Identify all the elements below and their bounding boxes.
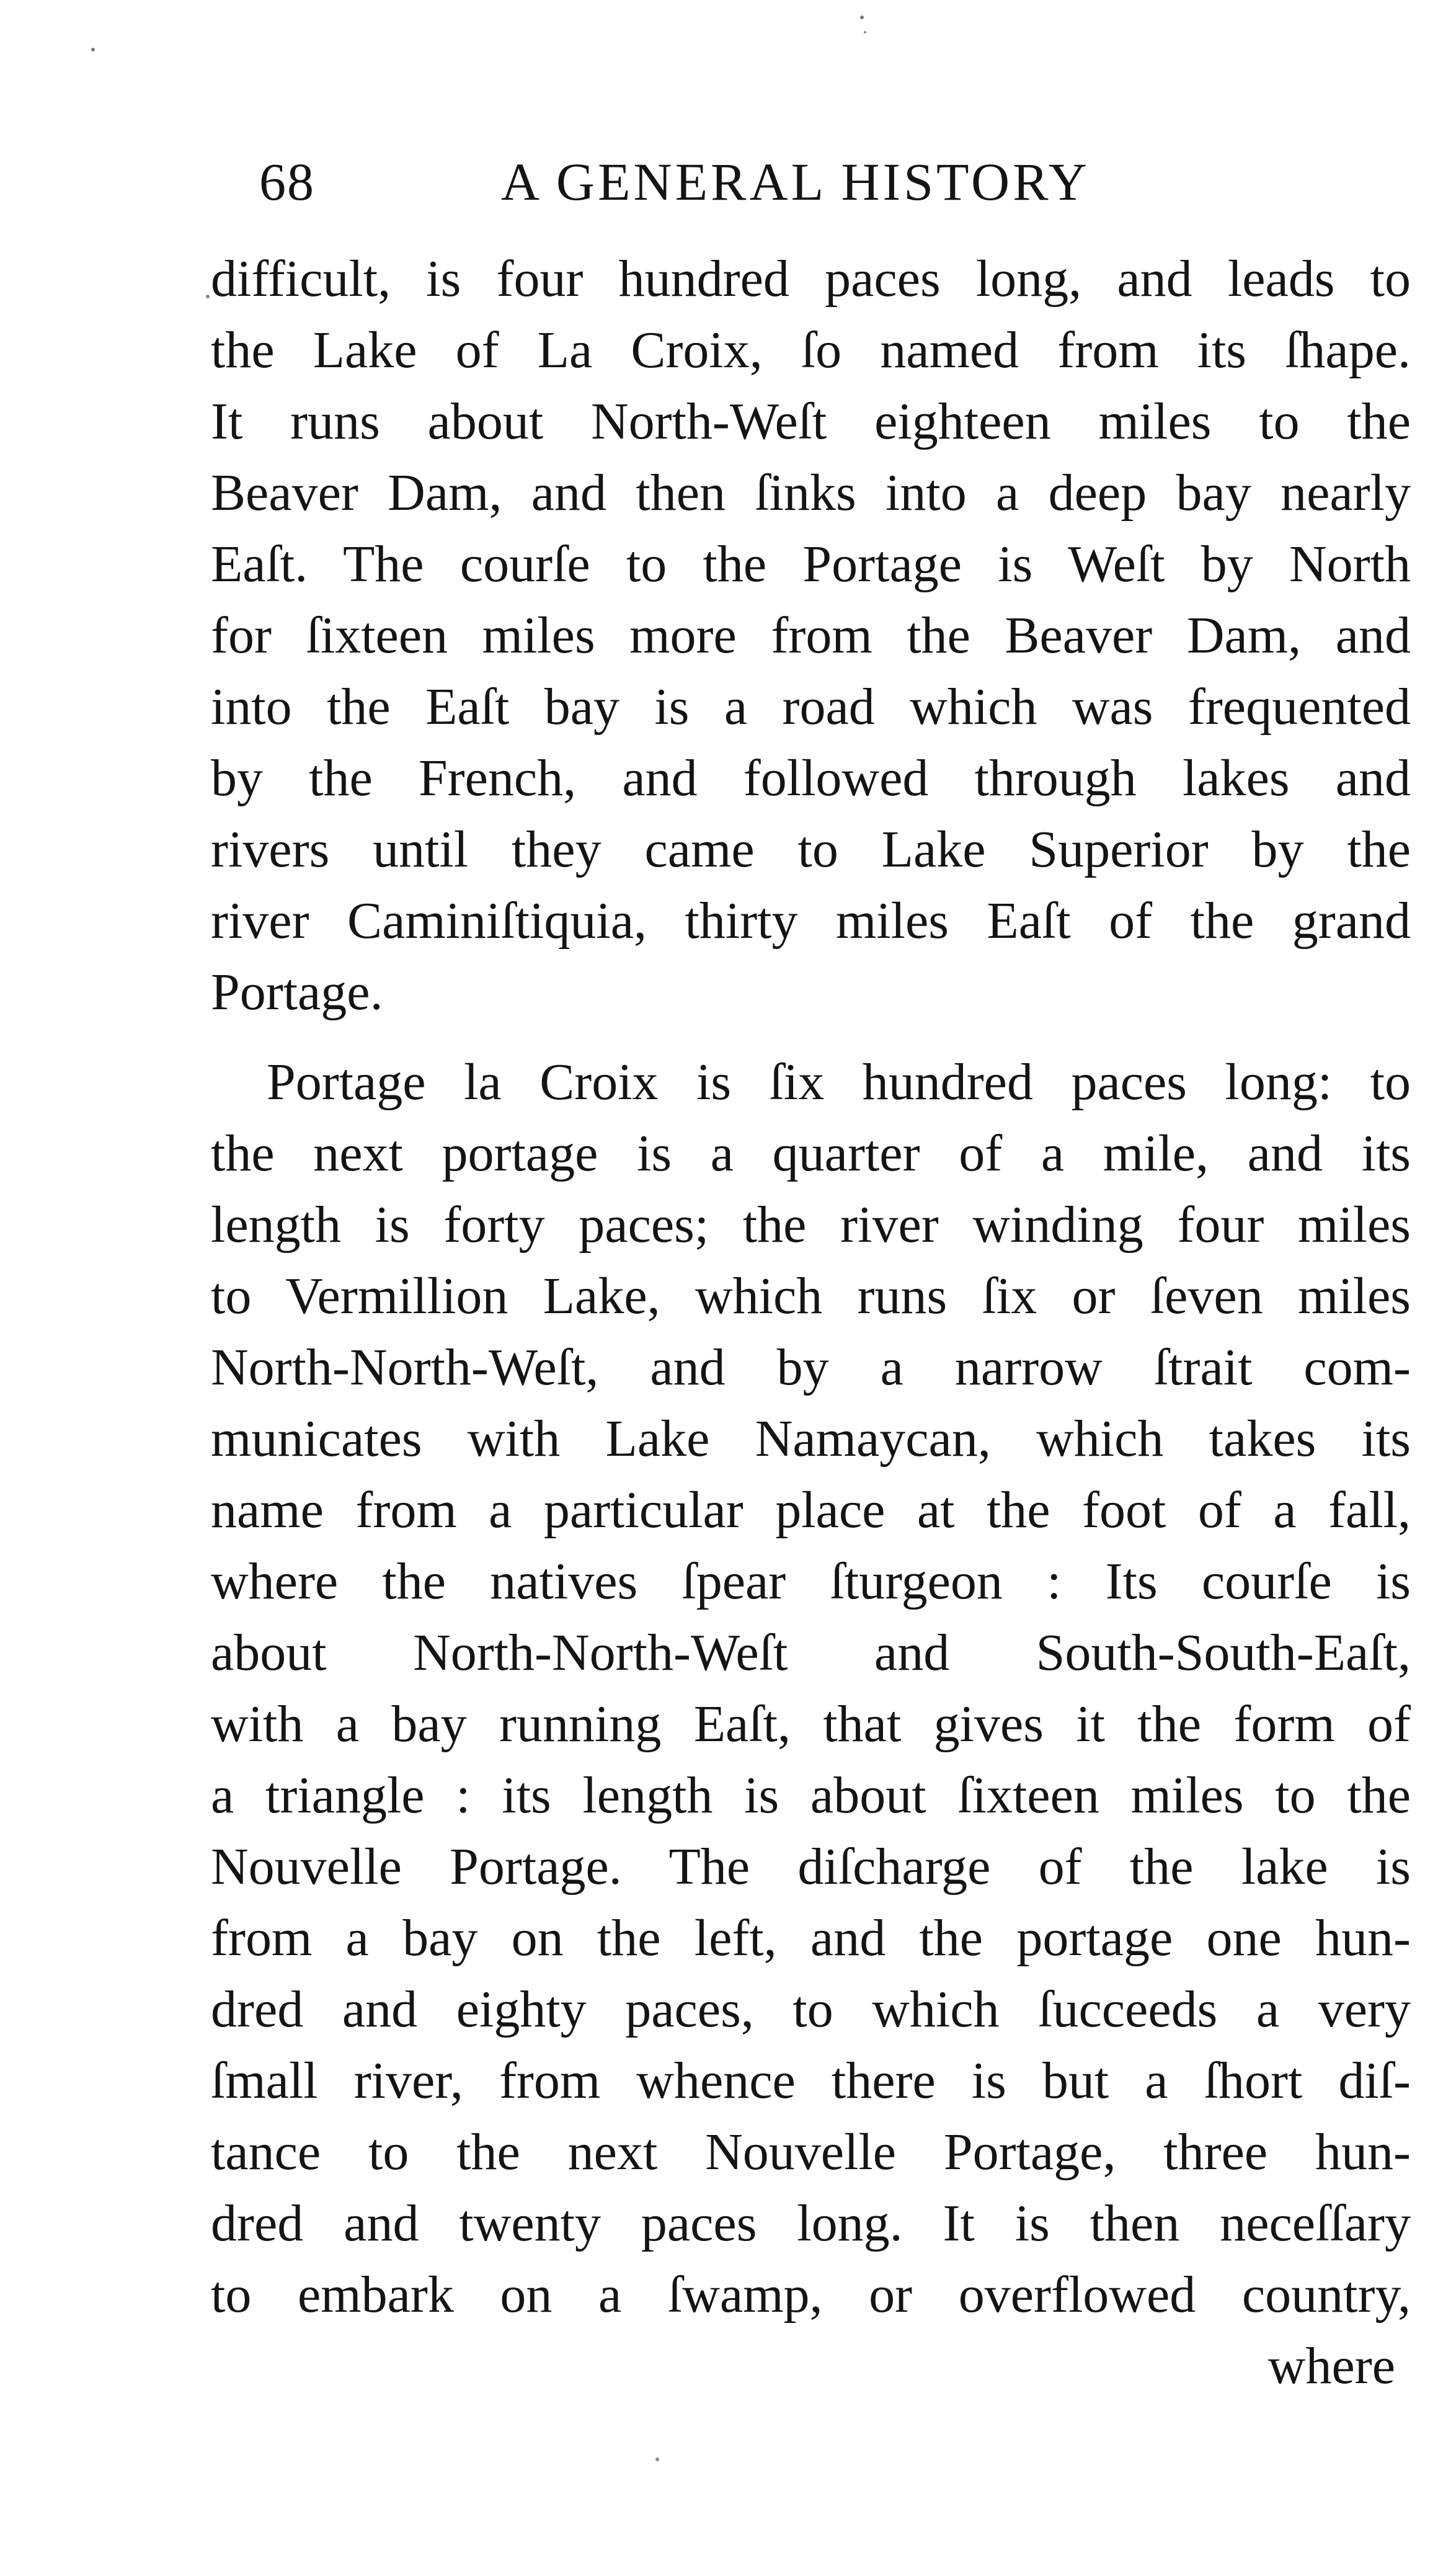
text-line: It runs about North-Weſt eighteen miles to the <box>211 393 1411 450</box>
text-line: from a bay on the left, and the portage one hun- <box>211 1909 1411 1967</box>
text-line: difficult, is four hundred paces long, and leads to <box>211 250 1411 308</box>
text-line: the next portage is a quarter of a mile, and its <box>211 1125 1411 1182</box>
running-title: A GENERAL HISTORY <box>501 152 1090 212</box>
text-line: tance to the next Nouvelle Portage, three hun- <box>211 2123 1411 2181</box>
text-line: where the natives ſpear ſturgeon : Its courſe is <box>211 1553 1411 1610</box>
speck <box>91 48 95 51</box>
text-line-last: Portage. <box>211 963 383 1021</box>
text-line: ſmall river, from whence there is but a ſhort diſ- <box>211 2052 1411 2110</box>
text-line: dred and eighty paces, to which ſucceeds a very <box>211 1981 1411 2038</box>
text-line: by the French, and followed through lakes and <box>211 749 1411 807</box>
text-line: into the Eaſt bay is a road which was frequented <box>211 678 1411 736</box>
text-line: to Vermillion Lake, which runs ſix or ſeven miles <box>211 1267 1411 1325</box>
speck <box>655 2458 659 2461</box>
text-line: Beaver Dam, and then ſinks into a deep bay nearly <box>211 464 1411 522</box>
text-line: for ſixteen miles more from the Beaver Dam, and <box>211 607 1411 664</box>
text-line: with a bay running Eaſt, that gives it the form of <box>211 1695 1411 1753</box>
text-line: river Caminiſtiquia, thirty miles Eaſt of the grand <box>211 892 1411 950</box>
text-line: about North-North-Weſt and South-South-Eaſt, <box>211 1624 1411 1682</box>
paragraph <box>211 243 1411 1028</box>
page-header <box>259 148 1196 216</box>
body-text <box>211 243 1411 2402</box>
text-line: Portage la Croix is ſix hundred paces long: to <box>267 1053 1411 1111</box>
speck <box>860 16 864 19</box>
text-line: a triangle : its length is about ſixteen miles to the <box>211 1767 1411 1824</box>
text-line: to embark on a ſwamp, or overflowed country, <box>211 2266 1411 2324</box>
text-line: municates with Lake Namaycan, which takes its <box>211 1410 1411 1468</box>
text-line: Nouvelle Portage. The diſcharge of the lake is <box>211 1838 1411 1896</box>
paragraph <box>211 1046 1411 2330</box>
speck <box>206 295 210 298</box>
speck <box>864 31 866 33</box>
text-line: North-North-Weſt, and by a narrow ſtrait com- <box>211 1339 1411 1396</box>
text-line: the Lake of La Croix, ſo named from its ſhape. <box>211 321 1411 379</box>
paragraph-gap <box>211 1028 1411 1046</box>
text-line: rivers until they came to Lake Superior by the <box>211 821 1411 878</box>
text-line: name from a particular place at the foot of a fall, <box>211 1481 1411 1539</box>
text-line: dred and twenty paces long. It is then neceſſary <box>211 2195 1411 2252</box>
text-line: Eaſt. The courſe to the Portage is Weſt by North <box>211 535 1411 593</box>
text-line: length is forty paces; the river winding four miles <box>211 1196 1411 1254</box>
catchword: where <box>1267 2337 1395 2395</box>
page-number: 68 <box>259 152 315 212</box>
